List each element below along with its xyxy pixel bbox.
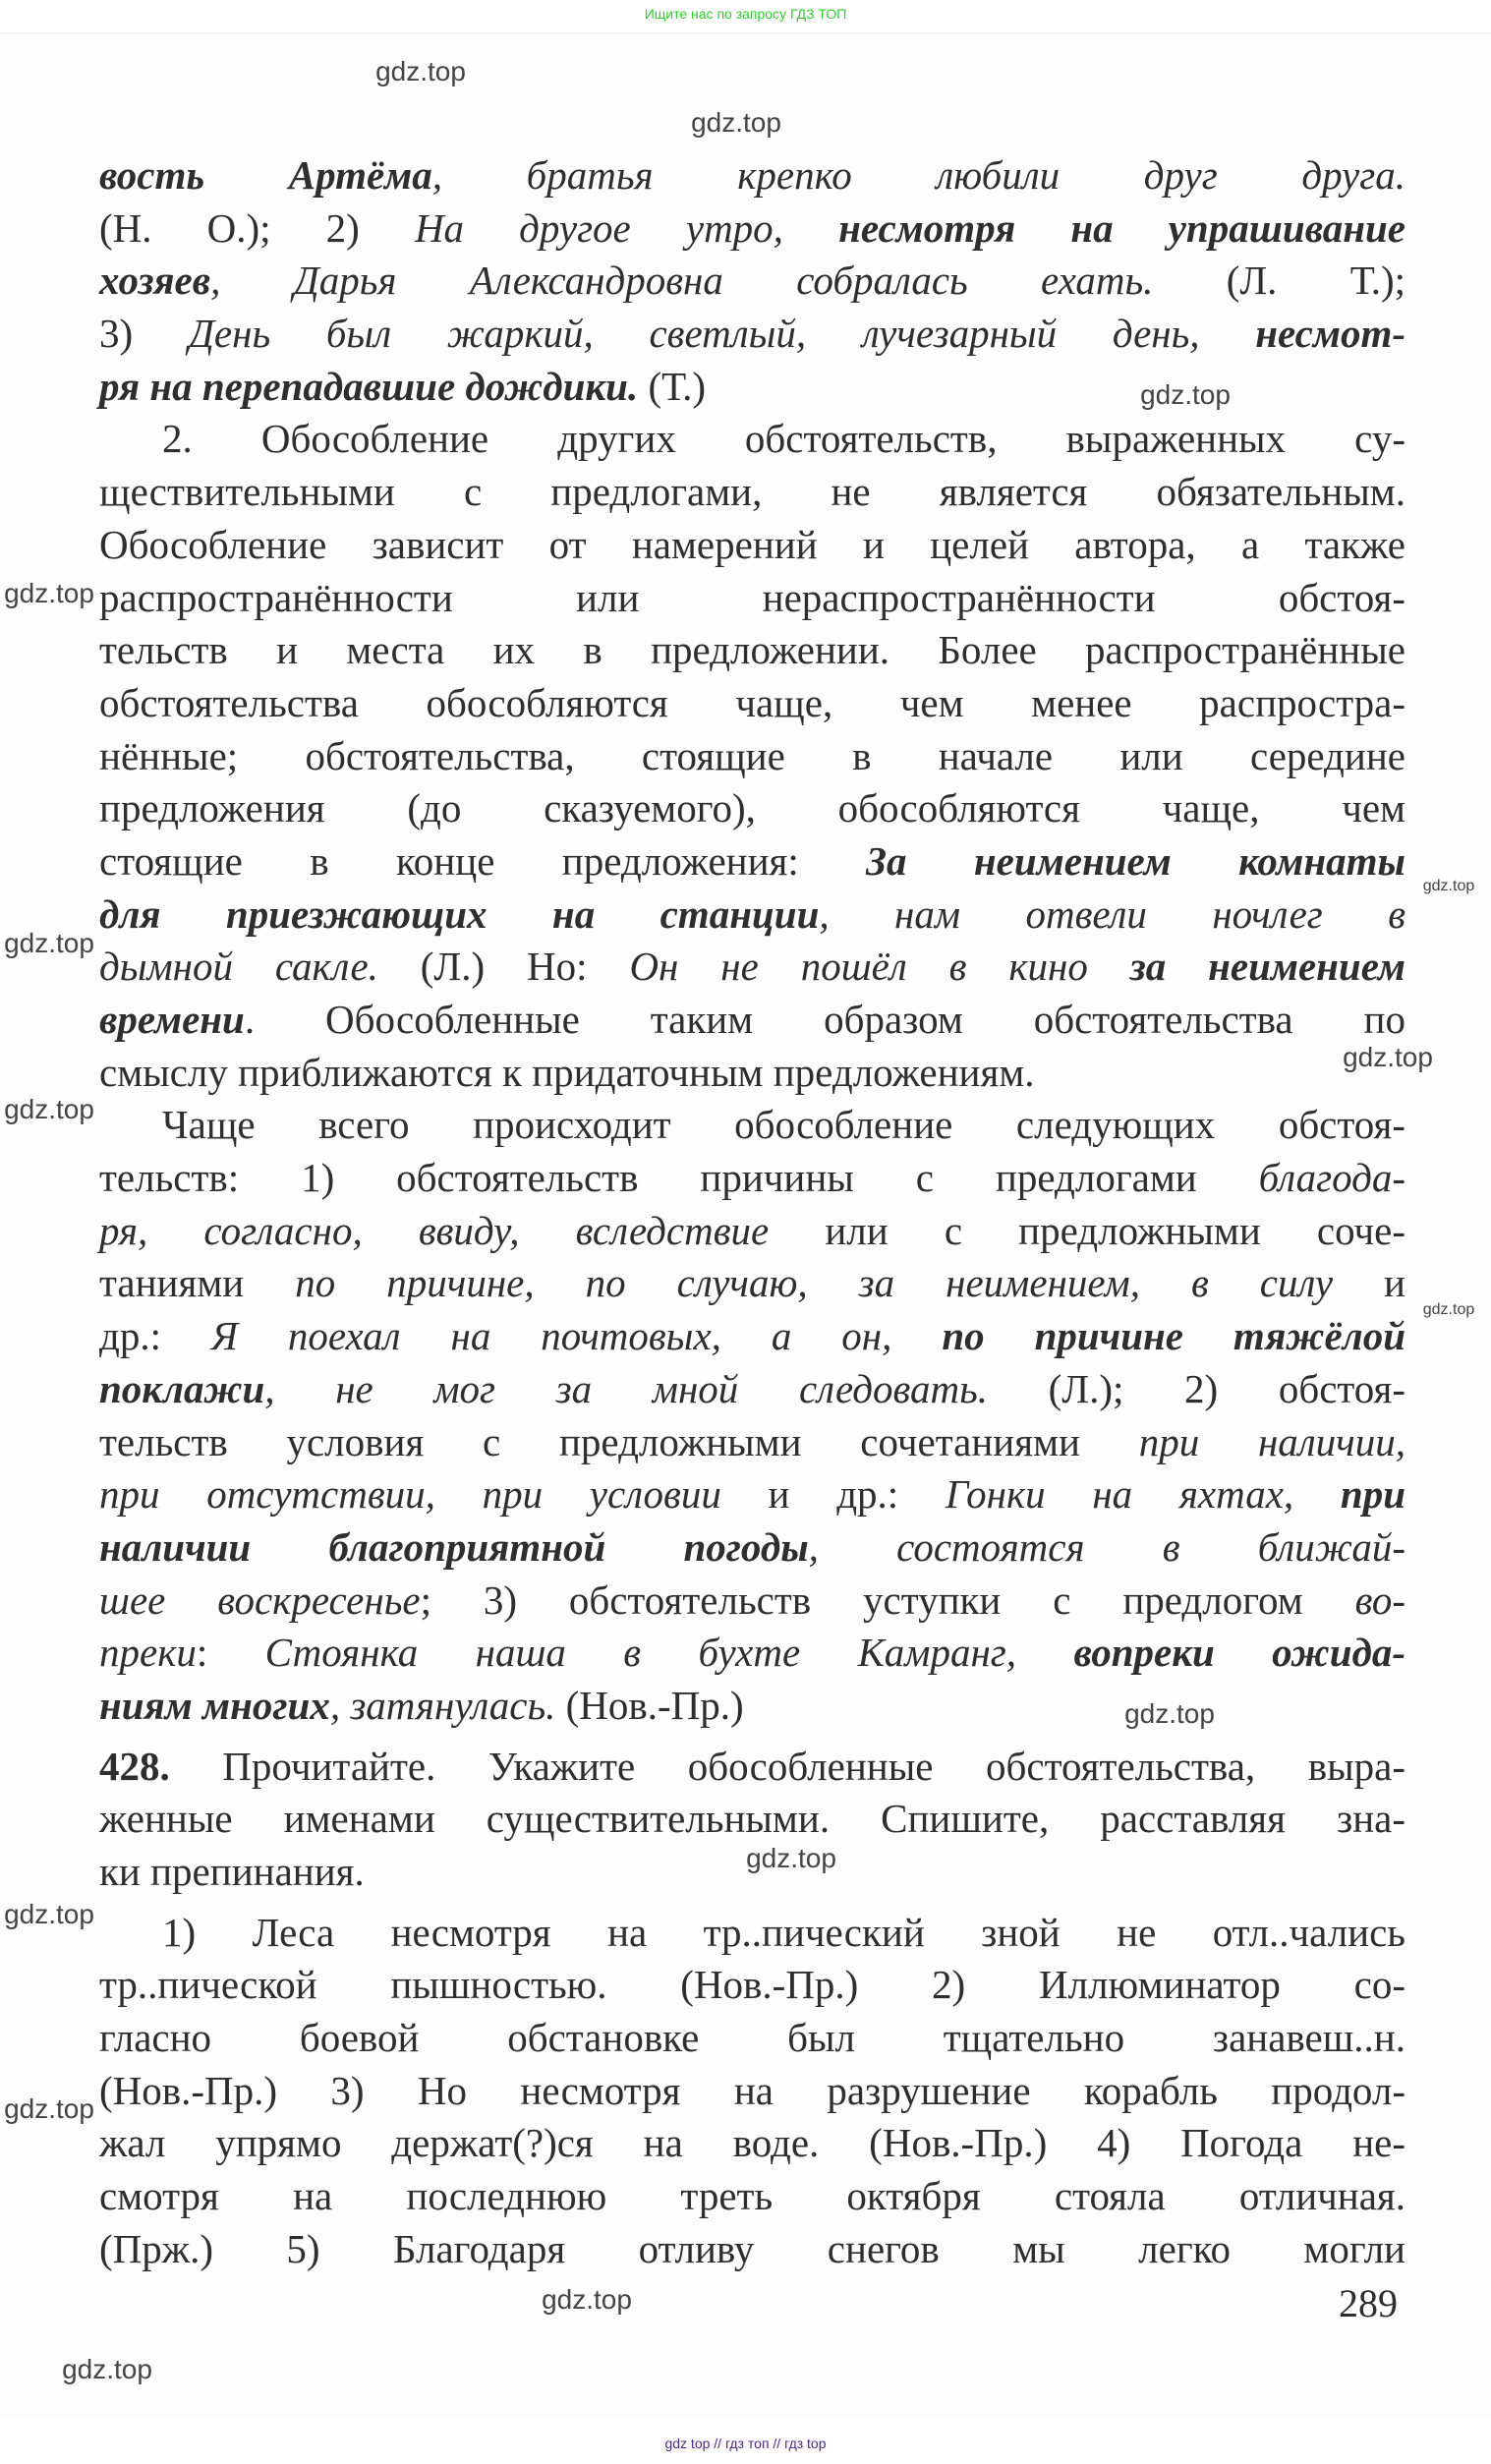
text-line [99, 1627, 1405, 1680]
text-segment: Прочитайте. Укажите обособленные обстоятельства, выра- [169, 1743, 1405, 1789]
example-text: , состоятся в ближай- [808, 1523, 1405, 1570]
example-text: День был жаркий, светлый, лучезарный день, [188, 311, 1256, 357]
example-text: , нам отвели ночлег в [819, 890, 1405, 937]
text-line [99, 1416, 1405, 1469]
text-segment: распространённости или нераспространённости обстоя- [99, 574, 1405, 620]
watermark: gdz.top [4, 1899, 94, 1929]
text-segment: стоящие в конце предложения: [99, 837, 867, 884]
watermark: gdz.top [746, 1843, 836, 1873]
text-line [99, 1907, 1405, 1960]
watermark: gdz.top [4, 1094, 94, 1124]
text-segment: (Нов.-Пр.) 3) Но несмотря на разрушение корабль продол- [99, 2067, 1405, 2113]
example-text: , затянулась. [329, 1682, 556, 1728]
watermark: gdz.top [1124, 1698, 1215, 1729]
text-segment: др.: [99, 1313, 211, 1359]
text-line [99, 572, 1405, 625]
watermark: gdz.top [691, 107, 781, 138]
page-text [99, 149, 1405, 2276]
text-segment: жал упрямо держат(?)ся на воде. (Нов.-Пр.) 4) Погода не- [99, 2120, 1405, 2166]
emphasized-text: ря на перепадавшие дождики. [99, 363, 639, 409]
watermark: gdz.top [542, 2284, 632, 2315]
footer-text: gdz top // гдз топ // гдз top [664, 2435, 827, 2451]
emphasized-text: за неимением [1129, 944, 1405, 990]
watermark: gdz.top [375, 56, 466, 86]
text-line [99, 202, 1405, 256]
emphasized-text: несмот- [1255, 311, 1405, 357]
watermark: gdz.top [4, 578, 94, 608]
text-line [99, 255, 1405, 308]
text-line [99, 888, 1405, 942]
emphasized-text: несмотря на упрашивание [838, 204, 1405, 251]
emphasized-text: поклажи [99, 1365, 265, 1411]
watermark: gdz.top [62, 2354, 152, 2384]
emphasized-text: при [1340, 1471, 1405, 1518]
text-line [99, 1521, 1405, 1575]
example-text: по причине, по случаю, за неимением, в силу [295, 1260, 1334, 1306]
text-line [99, 677, 1405, 730]
top-banner [0, 0, 1491, 34]
example-text: благода- [1258, 1155, 1405, 1201]
text-line [99, 1793, 1405, 1846]
text-segment: Чаще всего происходит обособление следующих обстоя- [162, 1102, 1405, 1148]
example-text: дымной сакле. [99, 944, 378, 990]
text-line [99, 1363, 1405, 1416]
text-segment: 428. [99, 1743, 170, 1789]
emphasized-text: хозяев [99, 258, 211, 304]
text-segment: тельств и места их в предложении. Более распространённые [99, 627, 1405, 673]
text-line [99, 2223, 1405, 2276]
watermark: gdz.top [4, 2093, 94, 2124]
emphasized-text: для приезжающих на станции [99, 890, 820, 937]
emphasized-text: времени [99, 997, 245, 1042]
text-segment: предложения (до сказуемого), обособляются чаще, чем [99, 785, 1405, 831]
watermark: gdz.top [1343, 1042, 1433, 1072]
banner-text: Ищите нас по запросу ГДЗ ТОП [644, 6, 847, 22]
text-segment: 1) Леса несмотря на тр..пический зной не отл..чались [162, 1909, 1405, 1955]
text-line [99, 519, 1405, 572]
text-segment: или с предложными соче- [769, 1207, 1406, 1253]
text-segment: тельств условия с предложными сочетаниями [99, 1418, 1139, 1464]
watermark: gdz.top [1140, 379, 1231, 410]
text-segment: (Нов.-Пр.) [555, 1682, 744, 1728]
text-line [99, 1205, 1405, 1258]
text-line [99, 1959, 1405, 2012]
text-segment: (Л.) Но: [377, 944, 630, 990]
text-line [99, 1257, 1405, 1310]
example-text: , Дарья Александровна собралась ехать. [210, 258, 1154, 304]
text-segment: (Прж.) 5) Благодаря отливу снегов мы легко могли [99, 2225, 1405, 2271]
text-segment: таниями [99, 1260, 296, 1306]
example-text: Гонки на яхтах, [945, 1471, 1341, 1518]
emphasized-text: вость Артёма [99, 152, 432, 198]
example-text: Стоянка наша в бухте Камранг, [264, 1630, 1074, 1676]
watermark: gdz.top [1422, 1301, 1475, 1318]
text-segment: смотря на последнюю треть октября стояла отличная. [99, 2173, 1405, 2219]
text-segment: (Т.) [638, 363, 706, 409]
text-segment: гласно боевой обстановке был тщательно занавеш..н. [99, 2015, 1405, 2061]
text-line [99, 1468, 1405, 1521]
watermark: gdz.top [1422, 878, 1475, 894]
text-segment: 3) [99, 311, 189, 357]
watermark: gdz.top [4, 928, 94, 958]
example-text: во- [1354, 1576, 1405, 1623]
text-segment: . Обособленные таким образом обстоятельства по [244, 997, 1405, 1042]
text-segment: тр..пической пышностью. (Нов.-Пр.) 2) Иллюминатор со- [99, 1962, 1405, 2008]
text-line [99, 1099, 1405, 1152]
emphasized-text: наличии благоприятной погоды [99, 1523, 809, 1570]
text-line [99, 941, 1405, 994]
text-line [99, 730, 1405, 783]
text-line [99, 782, 1405, 835]
text-segment: смыслу приближаются к придаточным предложениям. [99, 1049, 1035, 1095]
example-text: На другое утро, [414, 204, 839, 251]
text-segment: (Н. О.); 2) [99, 204, 415, 251]
text-segment: тельств: 1) обстоятельств причины с предлогами [99, 1155, 1259, 1201]
page-number: 289 [1339, 2281, 1398, 2325]
example-text: шее воскресенье [99, 1576, 421, 1623]
text-line [99, 2012, 1405, 2065]
text-segment: Обособление зависит от намерений и целей автора, а также [99, 521, 1405, 567]
text-line [99, 413, 1405, 466]
text-line [99, 1152, 1405, 1205]
text-segment: обстоятельства обособляются чаще, чем менее распростра- [99, 679, 1405, 725]
emphasized-text: по причине тяжёлой [942, 1313, 1406, 1359]
text-segment: женные именами существительными. Спишите, расставляя зна- [99, 1796, 1405, 1842]
example-text: Я поехал на почтовых, а он, [210, 1313, 943, 1359]
text-line [99, 835, 1405, 888]
text-line [99, 2170, 1405, 2223]
text-segment: (Л. Т.); [1153, 258, 1405, 304]
text-line [99, 1741, 1405, 1794]
example-text: ря, согласно, ввиду, вследствие [99, 1207, 770, 1253]
example-text: , братья крепко любили друг друга. [431, 152, 1405, 198]
text-line [99, 308, 1405, 361]
text-line [99, 624, 1405, 677]
example-text: преки [99, 1630, 197, 1676]
text-line [99, 1310, 1405, 1363]
example-text: , не мог за мной следовать. [264, 1365, 988, 1411]
text-segment: ; 3) обстоятельств уступки с предлогом [420, 1576, 1355, 1623]
text-line [99, 2117, 1405, 2170]
text-line [99, 2065, 1405, 2118]
text-line [99, 1575, 1405, 1628]
text-line [99, 1047, 1405, 1100]
text-segment: ки препинания. [99, 1849, 365, 1894]
emphasized-text: За неимением комнаты [866, 837, 1405, 884]
example-text: при отсутствии, при условии [99, 1471, 721, 1518]
example-text: при наличии, [1138, 1418, 1405, 1464]
text-line [99, 149, 1405, 202]
text-segment: и [1333, 1260, 1405, 1306]
text-segment: 2. Обособление других обстоятельств, выраженных су- [162, 416, 1405, 462]
text-segment: и др.: [720, 1471, 946, 1518]
text-segment: ществительными с предлогами, не является обязательным. [99, 469, 1405, 515]
emphasized-text: ниям многих [99, 1682, 330, 1728]
text-segment: нённые; обстоятельства, стоящие в начале или середине [99, 732, 1405, 778]
text-line [99, 466, 1405, 519]
text-segment: : [196, 1630, 265, 1676]
text-line [99, 994, 1405, 1047]
text-segment: (Л.); 2) обстоя- [988, 1365, 1405, 1411]
emphasized-text: вопреки ожида- [1073, 1630, 1405, 1676]
example-text: Он не пошёл в кино [629, 944, 1130, 990]
